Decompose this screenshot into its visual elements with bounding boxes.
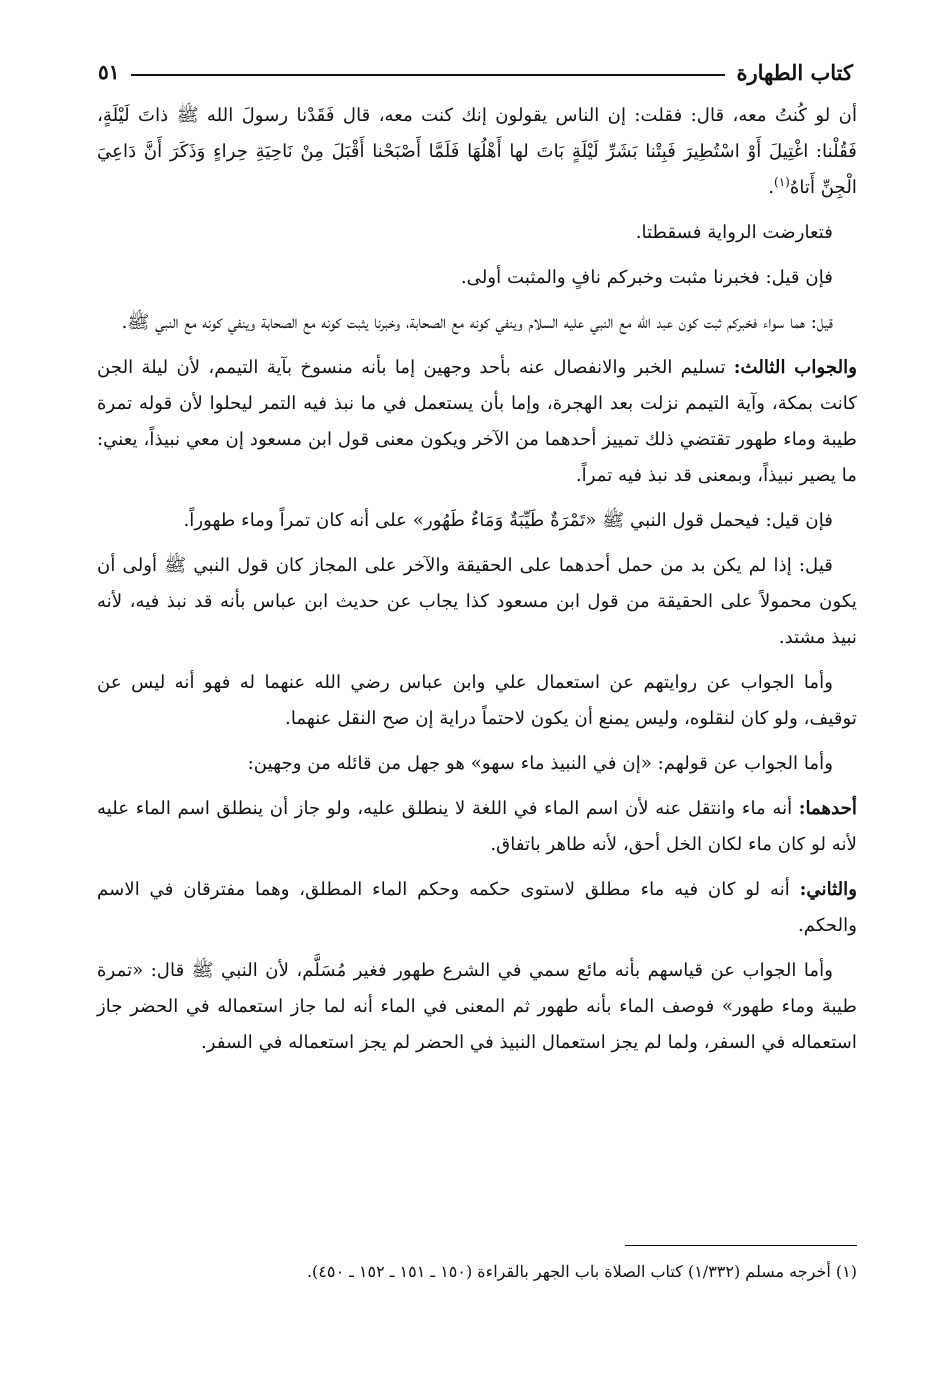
paragraph [97, 548, 857, 656]
paragraph-text: وأما الجواب عن قياسهم بأنه مائع سمي في الشرع طهور فغير مُسَلَّم، لأن النبي ﷺ قال: «تمرة طيبة وماء طهور» فوصف الماء بأنه طهور ثم المعنى في الماء أنه لما جاز استعماله في الحضر جاز استعماله في السفر، ولما لم يجز استعمال النبيذ في الحضر لم يجز استعماله في السفر. [97, 960, 857, 1053]
paragraph [97, 953, 857, 1061]
paragraph [97, 260, 857, 296]
paragraph [97, 503, 857, 539]
paragraph-text: قيل: هما سواء فخبركم ثبت كون عبد الله مع النبي عليه السلام وينفي كونه مع الصحابة، وخبرنا يثبت كونه مع الصحابة وينفي كونه مع النبي ﷺ. [121, 312, 833, 333]
paragraph-text-end: . [768, 177, 775, 198]
paragraph-text: قيل: إذا لم يكن بد من حمل أحدهما على الحقيقة والآخر على المجاز كان قول النبي ﷺ أولى أن يكون محمولاً على الحقيقة من قول ابن مسعود كذا يجاب عن حديث ابن عباس بأنه قد نبذ فيه، لأنه نبيذ مشتد. [97, 555, 857, 648]
page-number: ٥١ [98, 60, 120, 84]
paragraph-lead: أحدهما: [798, 798, 857, 819]
page-header [98, 52, 853, 92]
footnote-number: (١) [835, 1262, 857, 1281]
paragraph-text: فتعارضت الرواية فسقطتا. [635, 222, 833, 243]
paragraph [97, 872, 857, 944]
paragraph-text: فإن قيل: فخبرنا مثبت وخبركم نافٍ والمثبت أولى. [460, 267, 833, 288]
page-body [97, 98, 857, 1070]
footnote [97, 1258, 857, 1286]
paragraph-text: وأما الجواب عن روايتهم عن استعمال علي وابن عباس رضي الله عنهما له فهو أنه ليس عن توقيف، ولو كان لنقلوه، وليس يمنع أن يكون لاحتماً دراية إن صح النقل عنهما. [97, 672, 857, 729]
hadith-quote: فَقَدْنا رسولَ الله ﷺ ذاتَ لَيْلَةٍ، فَقُلْنا: اغْتِيلَ أَوْ اسْتُطِيرَ فَبِتْنا بَشَرِّ لَيْلَةٍ بَاتَ لها أَهْلُهَا فَلَمَّا أَصْبَحْنا أَقْبَلَ مِنْ نَاحِيَةِ حِراءٍ وَذَكَرَ أَنَّ دَاعِيَ الْجِنِّ أَتاهُ [97, 105, 857, 198]
paragraph-text: أن لو كُنتُ معه، قال: فقلت: إن الناس يقولون إنك كنت معه، قال [334, 105, 857, 126]
paragraph [97, 350, 857, 494]
paragraph [97, 305, 857, 341]
paragraph-text: أنه ماء وانتقل عنه لأن اسم الماء في اللغة لا ينطلق عليه، ولو جاز أن ينطلق اسم الماء عليه لأنه لو كان ماء لكان الخل أحق، لأنه طاهر باتفاق. [97, 798, 857, 855]
paragraph-lead: والجواب الثالث: [733, 357, 857, 378]
footnote-separator [625, 1245, 857, 1246]
paragraph [97, 791, 857, 863]
paragraph [97, 98, 857, 206]
paragraph-text: فإن قيل: فيحمل قول النبي ﷺ «تَمْرَةٌ طَيِّبَةٌ وَمَاءٌ طَهُور» على أنه كان تمراً وماء طهوراً. [183, 510, 833, 531]
paragraph-text: تسليم الخبر والانفصال عنه بأحد وجهين إما بأنه منسوخ بآية التيمم، لأن ليلة الجن كانت بمكة، وآية التيمم نزلت بعد الهجرة، وإما بأن يستعمل في ما نبذ فيه التمر ليحلوا لأن قوله تمرة طيبة وماء طهور تقتضي ذلك تمييز أحدهما من الآخر ويكون معنى قول ابن مسعود إن معي نبيذاً، يعني: ما يصير نبيذاً، وبمعنى قد نبذ فيه تمراً. [97, 357, 857, 486]
footnote-ref[interactable]: (١) [774, 174, 790, 189]
paragraph-lead: والثاني: [799, 879, 857, 900]
footnote-text: أخرجه مسلم (١/٣٣٢) كتاب الصلاة باب الجهر بالقراءة (١٥٠ ـ ١٥١ ـ ١٥٢ ـ ٤٥٠). [306, 1262, 831, 1281]
chapter-title: كتاب الطهارة [736, 59, 853, 85]
paragraph [97, 665, 857, 737]
paragraph [97, 746, 857, 782]
paragraph [97, 215, 857, 251]
paragraph-text: أنه لو كان فيه ماء مطلق لاستوى حكمه وحكم الماء المطلق، وهما مفترقان في الاسم والحكم. [97, 879, 857, 936]
paragraph-text: وأما الجواب عن قولهم: «إن في النبيذ ماء سهو» هو جهل من قائله من وجهين: [247, 753, 833, 774]
header-rule [131, 74, 724, 76]
